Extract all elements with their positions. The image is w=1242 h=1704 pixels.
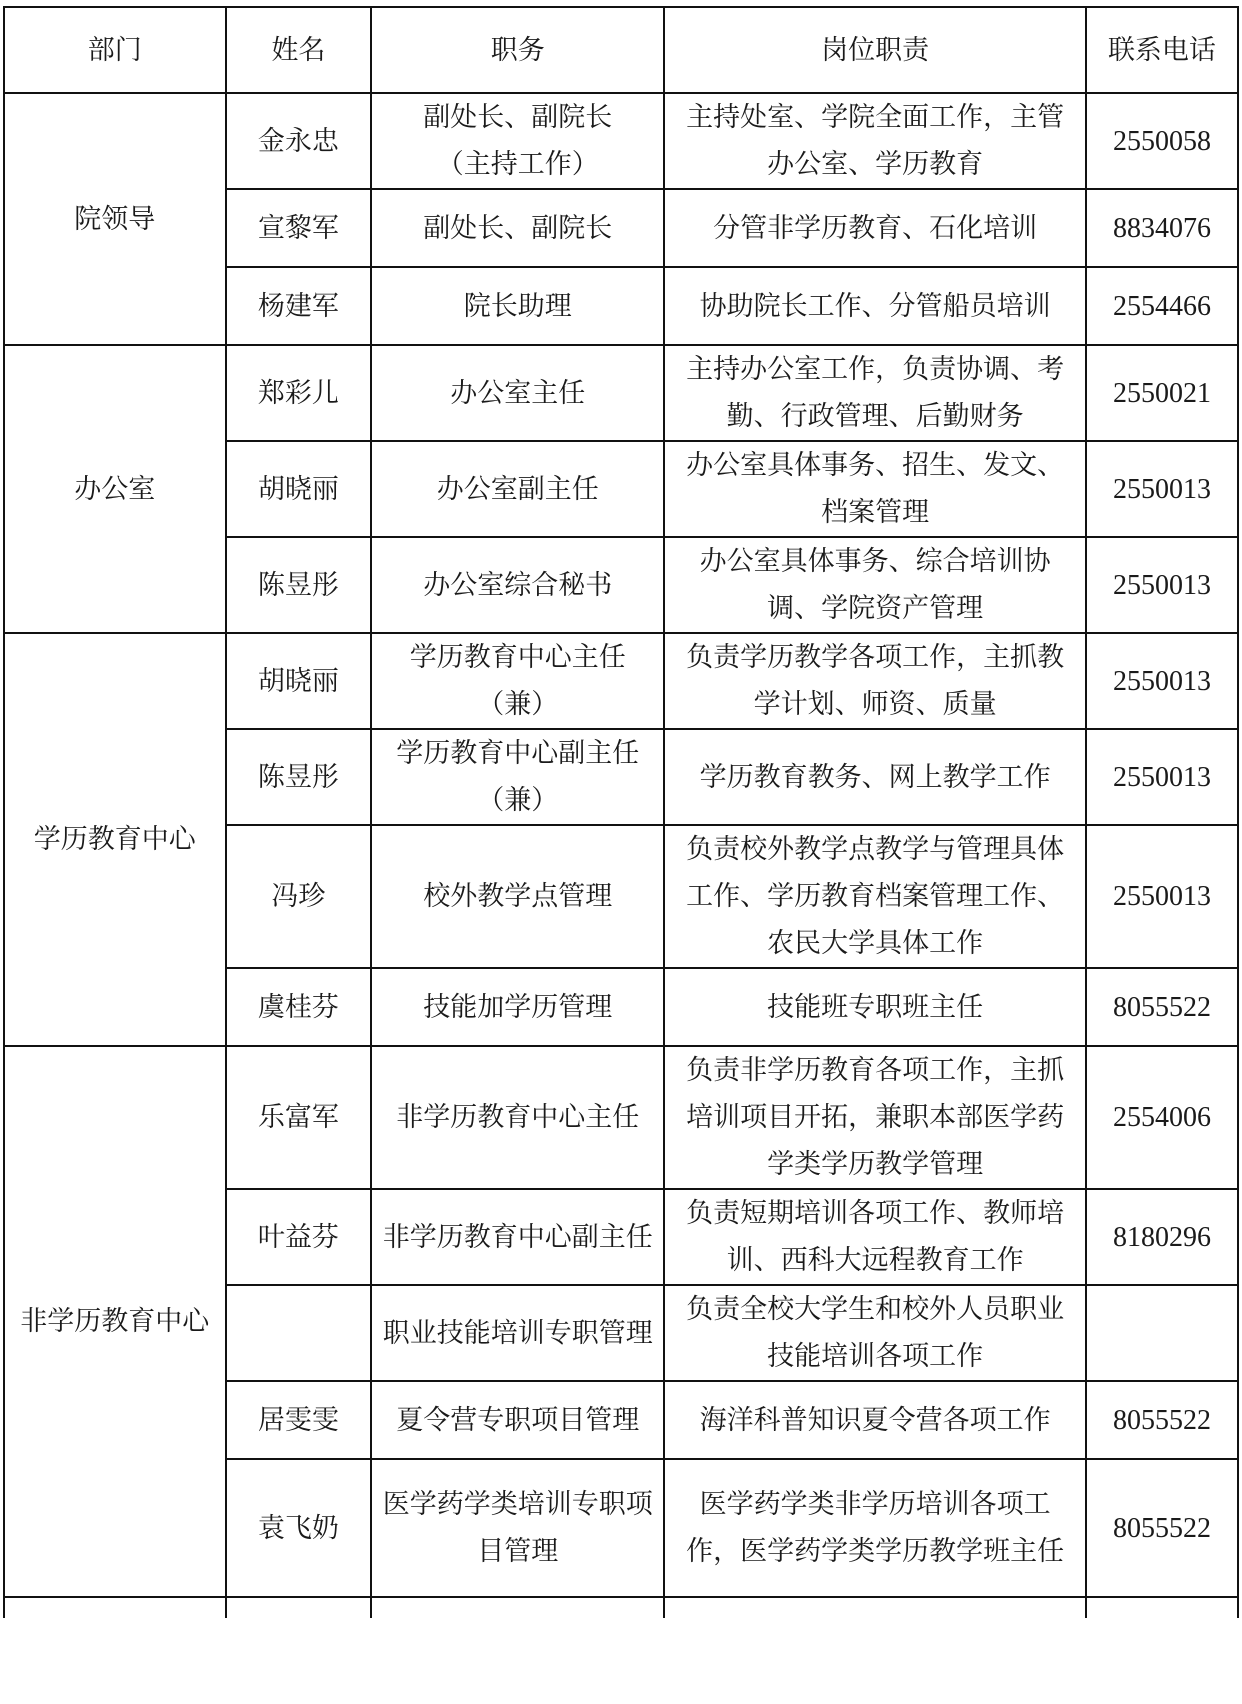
name-cell: 胡晓丽 bbox=[226, 441, 372, 537]
header-name: 姓名 bbox=[226, 7, 372, 93]
empty-cell bbox=[4, 1597, 226, 1618]
phone-cell: 8055522 bbox=[1086, 1381, 1238, 1459]
table-row bbox=[4, 1046, 1238, 1189]
name-cell bbox=[226, 1285, 372, 1381]
position-cell: 办公室副主任 bbox=[371, 441, 664, 537]
position-cell: 医学药学类培训专职项目管理 bbox=[371, 1459, 664, 1597]
header-phone: 联系电话 bbox=[1086, 7, 1238, 93]
duty-cell: 分管非学历教育、石化培训 bbox=[664, 189, 1085, 267]
duty-cell: 协助院长工作、分管船员培训 bbox=[664, 267, 1085, 345]
phone-cell: 2550013 bbox=[1086, 441, 1238, 537]
partial-row bbox=[4, 1597, 1238, 1618]
empty-cell bbox=[1086, 1597, 1238, 1618]
duty-cell: 医学药学类非学历培训各项工作，医学药学类学历教学班主任 bbox=[664, 1459, 1085, 1597]
phone-cell: 8055522 bbox=[1086, 968, 1238, 1046]
phone-cell bbox=[1086, 1285, 1238, 1381]
phone-cell: 2550013 bbox=[1086, 729, 1238, 825]
name-cell: 乐富军 bbox=[226, 1046, 372, 1189]
duty-cell: 负责校外教学点教学与管理具体工作、学历教育档案管理工作、农民大学具体工作 bbox=[664, 825, 1085, 968]
position-cell: 院长助理 bbox=[371, 267, 664, 345]
phone-cell: 8834076 bbox=[1086, 189, 1238, 267]
department-cell: 非学历教育中心 bbox=[4, 1046, 226, 1597]
position-cell: 副处长、副院长 bbox=[371, 189, 664, 267]
department-cell: 院领导 bbox=[4, 93, 226, 345]
table-row bbox=[4, 93, 1238, 189]
duty-cell: 学历教育教务、网上教学工作 bbox=[664, 729, 1085, 825]
name-cell: 袁飞奶 bbox=[226, 1459, 372, 1597]
phone-cell: 2550013 bbox=[1086, 537, 1238, 633]
phone-cell: 2550058 bbox=[1086, 93, 1238, 189]
staff-directory-table bbox=[3, 6, 1239, 1618]
position-cell: 学历教育中心副主任 （兼） bbox=[371, 729, 664, 825]
position-cell: 夏令营专职项目管理 bbox=[371, 1381, 664, 1459]
header-department: 部门 bbox=[4, 7, 226, 93]
position-cell: 非学历教育中心主任 bbox=[371, 1046, 664, 1189]
name-cell: 杨建军 bbox=[226, 267, 372, 345]
name-cell: 郑彩儿 bbox=[226, 345, 372, 441]
duty-cell: 负责短期培训各项工作、教师培训、西科大远程教育工作 bbox=[664, 1189, 1085, 1285]
department-cell: 办公室 bbox=[4, 345, 226, 633]
phone-cell: 8055522 bbox=[1086, 1459, 1238, 1597]
phone-cell: 2554466 bbox=[1086, 267, 1238, 345]
duty-cell: 负责学历教学各项工作，主抓教学计划、师资、质量 bbox=[664, 633, 1085, 729]
name-cell: 冯珍 bbox=[226, 825, 372, 968]
empty-cell bbox=[664, 1597, 1085, 1618]
phone-cell: 2550013 bbox=[1086, 825, 1238, 968]
duty-cell: 主持办公室工作，负责协调、考勤、行政管理、后勤财务 bbox=[664, 345, 1085, 441]
name-cell: 陈昱彤 bbox=[226, 537, 372, 633]
position-cell: 副处长、副院长 （主持工作） bbox=[371, 93, 664, 189]
phone-cell: 8180296 bbox=[1086, 1189, 1238, 1285]
table-row bbox=[4, 345, 1238, 441]
name-cell: 居雯雯 bbox=[226, 1381, 372, 1459]
name-cell: 陈昱彤 bbox=[226, 729, 372, 825]
header-row bbox=[4, 7, 1238, 93]
position-cell: 技能加学历管理 bbox=[371, 968, 664, 1046]
department-cell: 学历教育中心 bbox=[4, 633, 226, 1046]
duty-cell: 海洋科普知识夏令营各项工作 bbox=[664, 1381, 1085, 1459]
table-body bbox=[4, 93, 1238, 1618]
empty-cell bbox=[371, 1597, 664, 1618]
duty-cell: 技能班专职班主任 bbox=[664, 968, 1085, 1046]
phone-cell: 2554006 bbox=[1086, 1046, 1238, 1189]
name-cell: 宣黎军 bbox=[226, 189, 372, 267]
phone-cell: 2550021 bbox=[1086, 345, 1238, 441]
position-cell: 校外教学点管理 bbox=[371, 825, 664, 968]
name-cell: 胡晓丽 bbox=[226, 633, 372, 729]
duty-cell: 办公室具体事务、综合培训协调、学院资产管理 bbox=[664, 537, 1085, 633]
duty-cell: 办公室具体事务、招生、发文、档案管理 bbox=[664, 441, 1085, 537]
position-cell: 职业技能培训专职管理 bbox=[371, 1285, 664, 1381]
header-duty: 岗位职责 bbox=[664, 7, 1085, 93]
duty-cell: 负责全校大学生和校外人员职业技能培训各项工作 bbox=[664, 1285, 1085, 1381]
table-row bbox=[4, 633, 1238, 729]
phone-cell: 2550013 bbox=[1086, 633, 1238, 729]
name-cell: 金永忠 bbox=[226, 93, 372, 189]
header-position: 职务 bbox=[371, 7, 664, 93]
name-cell: 虞桂芬 bbox=[226, 968, 372, 1046]
name-cell: 叶益芬 bbox=[226, 1189, 372, 1285]
empty-cell bbox=[226, 1597, 372, 1618]
duty-cell: 主持处室、学院全面工作，主管办公室、学历教育 bbox=[664, 93, 1085, 189]
position-cell: 学历教育中心主任 （兼） bbox=[371, 633, 664, 729]
position-cell: 非学历教育中心副主任 bbox=[371, 1189, 664, 1285]
position-cell: 办公室综合秘书 bbox=[371, 537, 664, 633]
position-cell: 办公室主任 bbox=[371, 345, 664, 441]
duty-cell: 负责非学历教育各项工作，主抓培训项目开拓，兼职本部医学药学类学历教学管理 bbox=[664, 1046, 1085, 1189]
